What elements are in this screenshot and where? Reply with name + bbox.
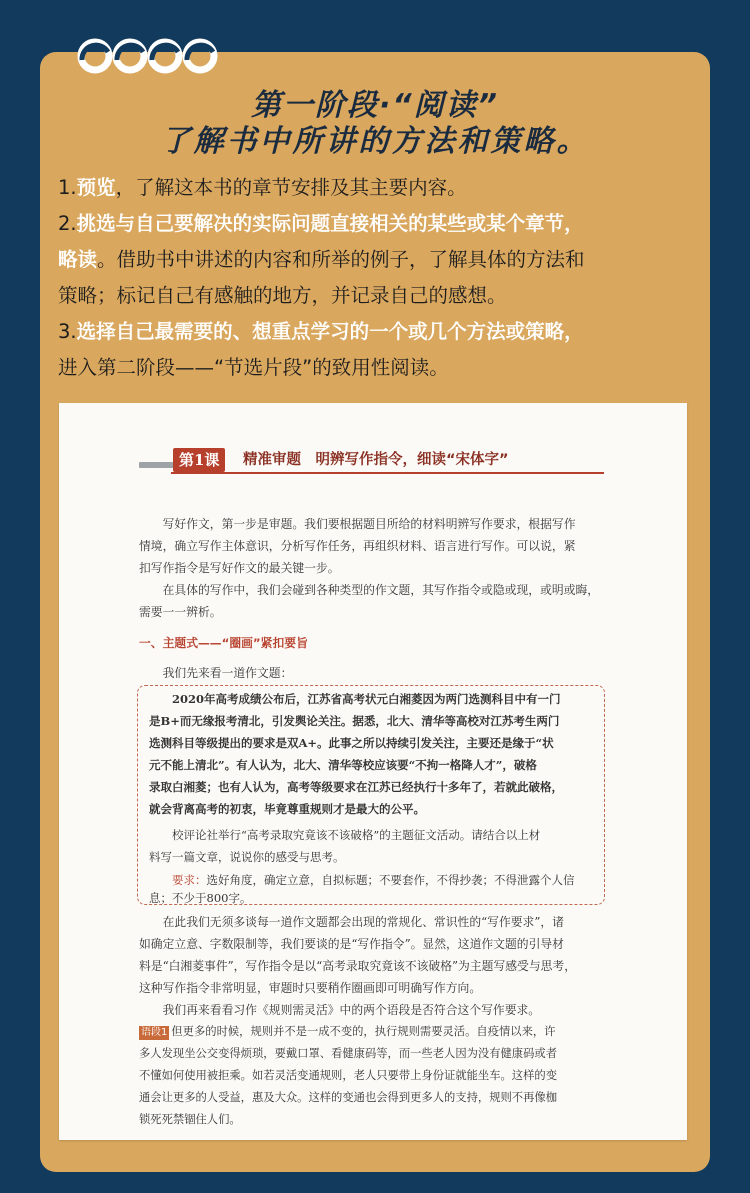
segment-line: 通会让更多的人受益，惠及大众。这样的变通也会得到更多人的支持，规则不再像枷 [139,1091,557,1104]
lesson-bar-decoration [139,462,175,468]
prompt-line: 录取白湘菱；也有人认为，高考等级要求在江苏已经执行十多年了，若就此破格， [149,780,563,794]
segment-line: 语段1 但更多的时候，规则并不是一成不变的，执行规则需要灵活。自疫情以来，许 [141,1025,556,1038]
book-paragraph-line: 扣写作指令是写好作文的最关键一步。 [139,561,340,575]
segment-tag: 语段1 [141,1027,168,1038]
book-paragraph-line: 我们先来看一道作文题： [139,666,293,680]
step-3: 3.选择自己最需要的、想重点学习的一个或几个方法或策略， [58,320,584,343]
section-heading: 一、主题式——“圈画”紧扣要旨 [139,636,308,650]
book-paragraph-line: 这种写作指令非常明显，审题时只要稍作圈画即可明确写作方向。 [139,981,482,995]
segment-line: 锁死死禁锢住人们。 [139,1113,241,1126]
book-paragraph-line: 我们再来看看习作《规则需灵活》中的两个语段是否符合这个写作要求。 [139,1003,541,1017]
book-paragraph-line: 料是“白湘菱事件”，写作指令是以“高考录取究竟该不该破格”为主题写感受与思考， [139,959,577,973]
book-paragraph-line: 在具体的写作中，我们会碰到各种类型的作文题，其写作指令或隐或现，或明或晦， [139,583,600,597]
prompt-task-line: 校评论社举行“高考录取究竟该不该破格”的主题征文活动。请结合以上材 [149,828,541,842]
prompt-line: 选测科目等级提出的要求是双A+。此事之所以持续引发关注，主要还是缘于“状 [149,736,554,750]
prompt-requirement-cont: 息；不少于800字。 [149,891,252,905]
page-title-line2: 了解书中所讲的方法和策略。 [160,124,590,159]
prompt-task-line: 料写一篇文章，说说你的感受与思考。 [149,850,345,864]
book-paragraph-line: 如确定立意、字数限制等，我们要谈的是“写作指令”。显然，这道作文题的引导材 [139,937,564,951]
lesson-badge: 第1课 [173,448,225,472]
book-paragraph-line: 在此我们无须多谈每一道作文题都会出现的常规化、常识性的“写作要求”，诸 [139,915,564,929]
binder-rings-icon [78,30,218,82]
segment-line: 多人发现坐公交变得烦琐，要戴口罩、看健康码等，而一些老人因为没有健康码或者 [139,1047,557,1060]
lesson-rule [171,472,604,474]
book-page-image [59,403,687,1140]
prompt-line: 元不能上清北”。有人认为，北大、清华等校应该要“不拘一格降人才”，破格 [149,758,537,772]
lesson-header [139,448,604,474]
lesson-title: 精准审题 明辨写作指令，细读“宋体字” [243,452,509,468]
book-paragraph-line: 写好作文，第一步是审题。我们要根据题目所给的材料明辨写作要求，根据写作 [139,517,576,531]
step-2-cont: 略读。借助书中讲述的内容和所举的例子，了解具体的方法和 [58,248,585,271]
prompt-line: 是B+而无缘报考清北，引发舆论关注。据悉，北大、清华等高校对江苏考生两门 [149,714,560,728]
prompt-line: 就会背离高考的初衷，毕竟尊重规则才是最大的公平。 [149,802,425,816]
segment-line: 不懂如何使用被拒乘。如若灵活变通规则，老人只要带上身份证就能坐车。这样的变 [139,1069,557,1082]
step-3-cont: 进入第二阶段——“节选片段”的致用性阅读。 [58,356,449,379]
step-1: 1.预览，了解这本书的章节安排及其主要内容。 [58,176,467,199]
prompt-requirement: 要求：选好角度，确定立意，自拟标题；不要套作，不得抄袭；不得泄露个人信 [149,873,575,887]
step-2: 2.挑选与自己要解决的实际问题直接相关的某些或某个章节， [58,212,584,235]
prompt-line: 2020年高考成绩公布后，江苏省高考状元白湘菱因为两门选测科目中有一门 [149,692,561,706]
book-paragraph-line: 需要一一辨析。 [139,605,222,619]
page-title-line1: 第一阶段·“阅读” [250,88,500,123]
book-paragraph-line: 情境，确立写作主体意识，分析写作任务，再组织材料、语言进行写作。可以说，紧 [139,539,576,553]
step-2-cont2: 策略；标记自己有感触的地方，并记录自己的感想。 [58,284,507,307]
